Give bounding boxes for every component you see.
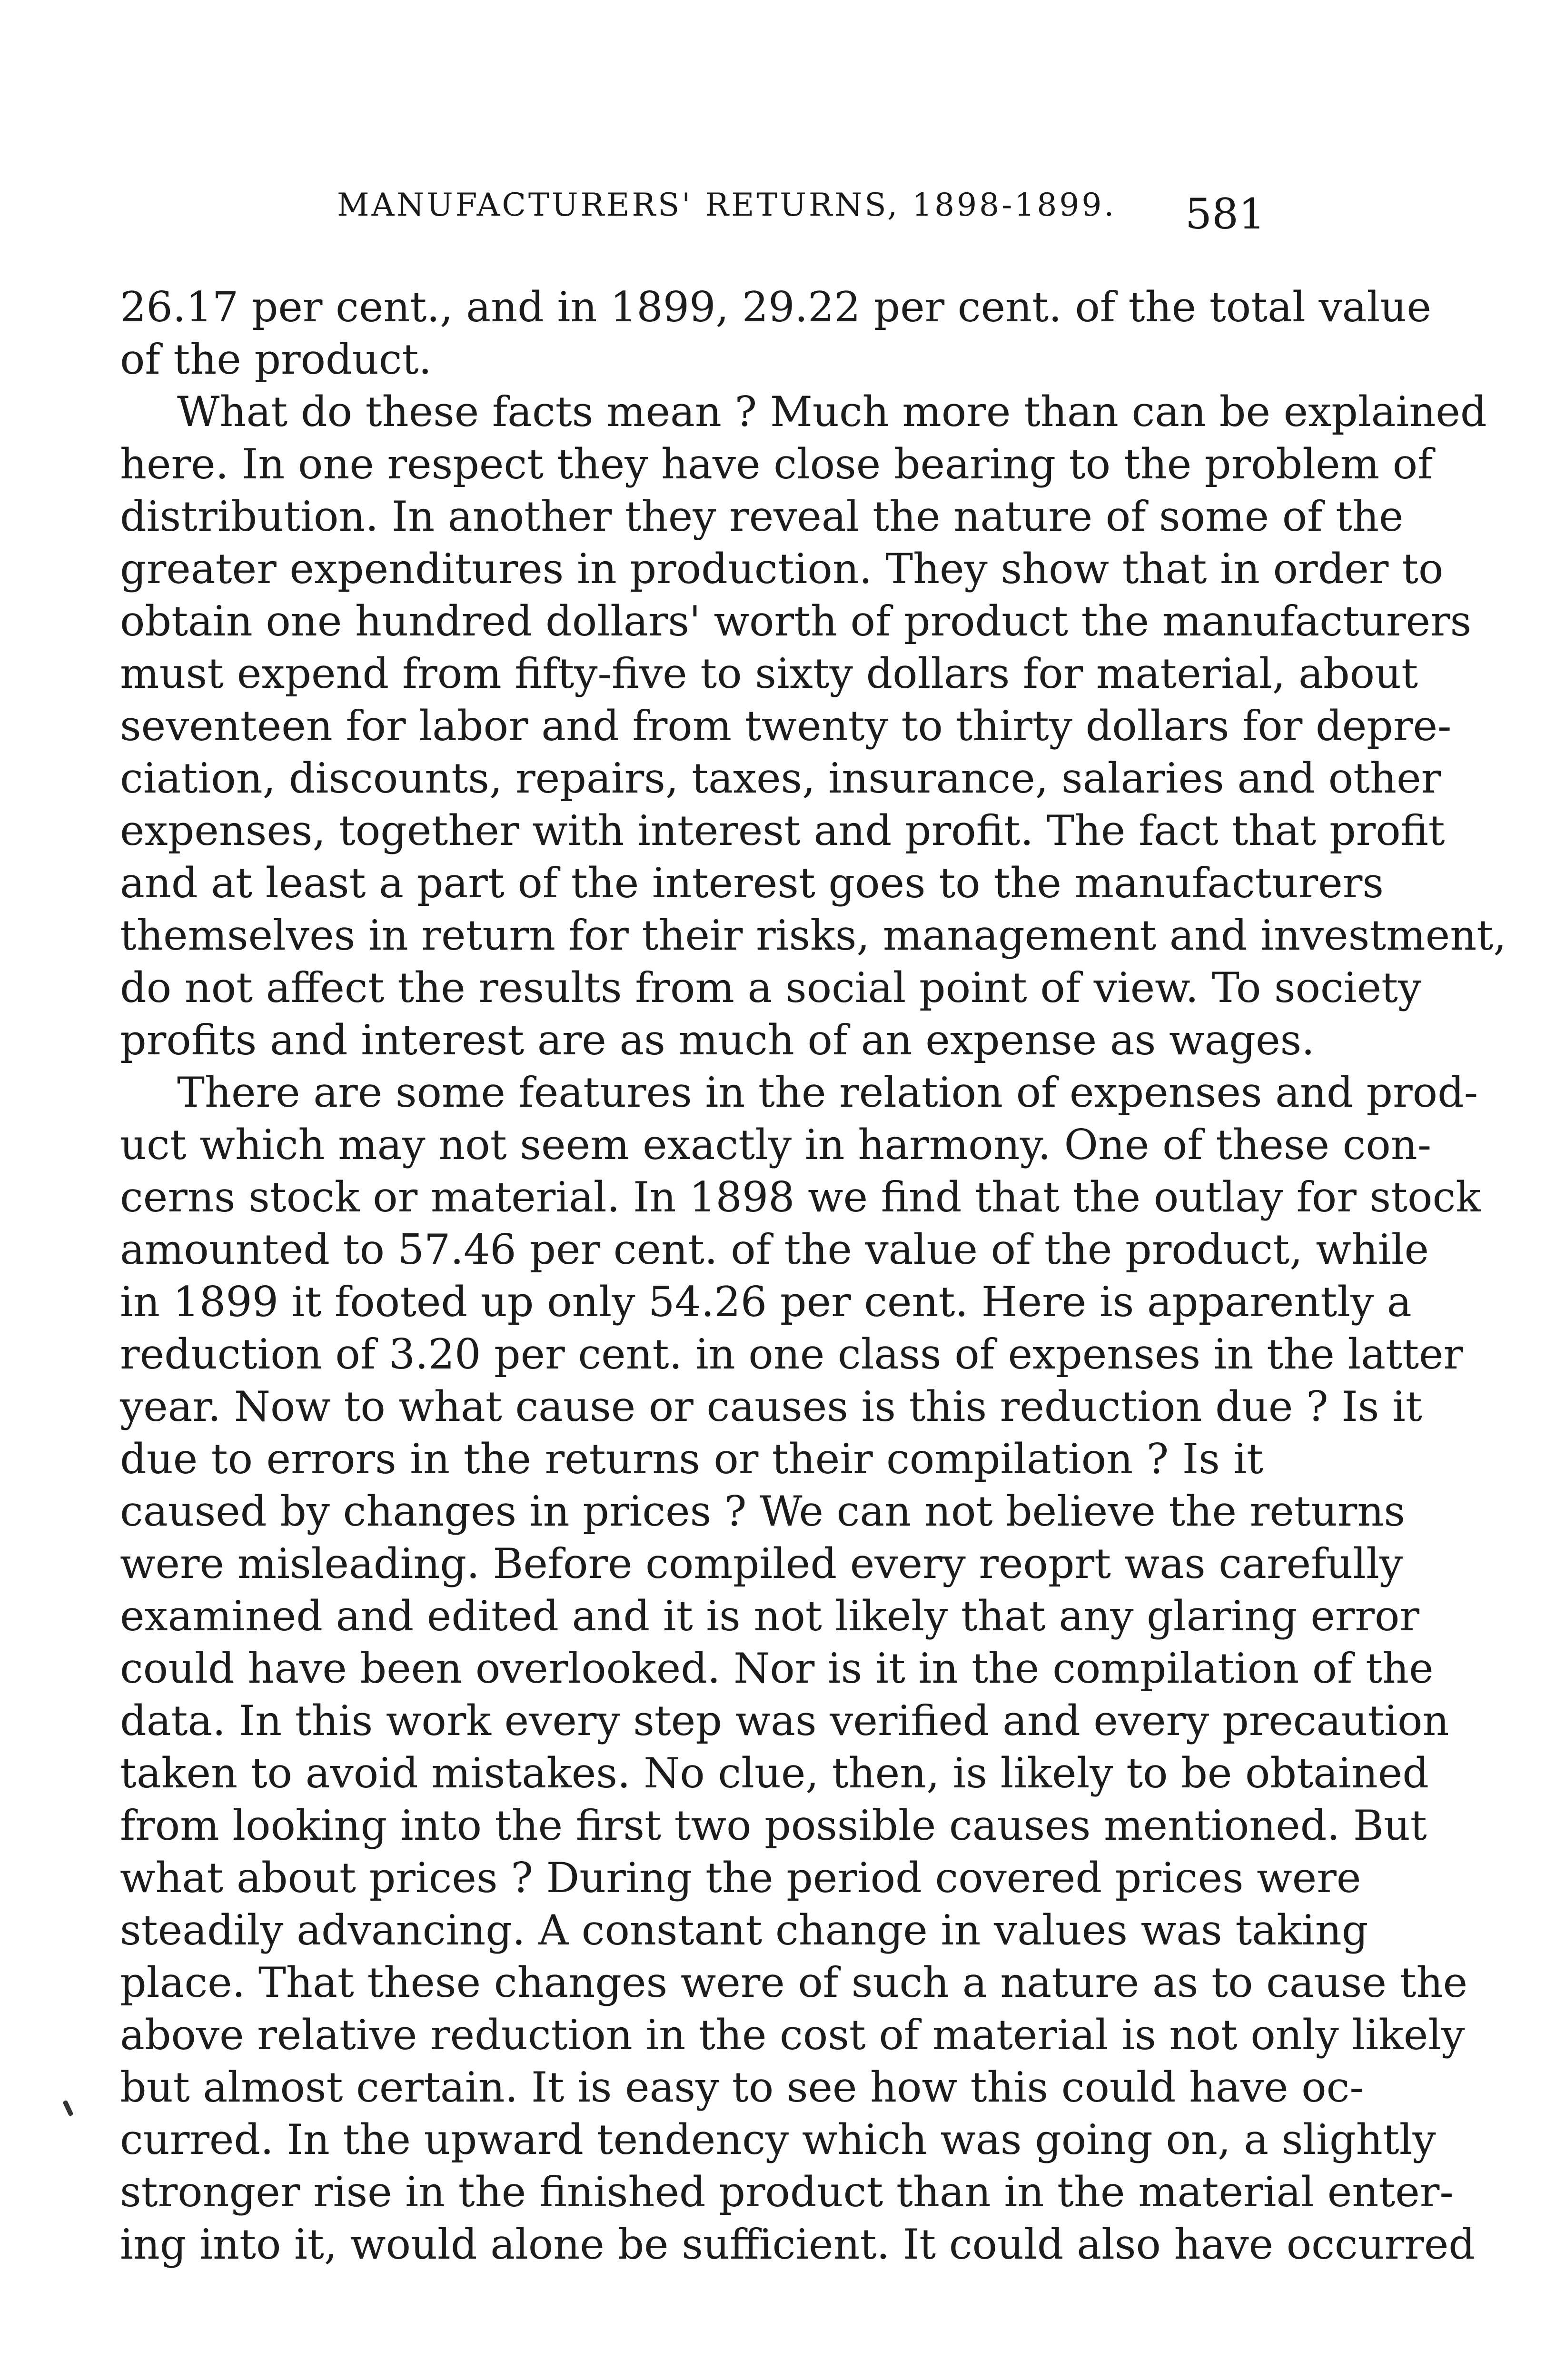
paragraph: [120, 1066, 1481, 2271]
text-line: in 1899 it footed up only 54.26 per cent. Here is apparently a: [120, 1278, 1412, 1326]
text-line: profits and interest are as much of an expense as wages.: [120, 1016, 1315, 1064]
text-line: seventeen for labor and from twenty to thirty dollars for depre-: [120, 702, 1452, 750]
text-line: and at least a part of the interest goes to the manufacturers: [120, 859, 1384, 907]
body-text: [120, 281, 1506, 2271]
text-line: reduction of 3.20 per cent. in one class of expenses in the latter: [120, 1330, 1464, 1378]
text-line: themselves in return for their risks, management and investment,: [120, 911, 1506, 960]
text-line: amounted to 57.46 per cent. of the value of the product, while: [120, 1225, 1429, 1274]
text-line: There are some features in the relation of expenses and prod-: [177, 1068, 1478, 1117]
text-line: but almost certain. It is easy to see how this could have oc-: [120, 2063, 1364, 2112]
text-line: ciation, discounts, repairs, taxes, insurance, salaries and other: [120, 754, 1441, 803]
text-line: steadily advancing. A constant change in values was taking: [120, 1906, 1368, 1954]
text-line: due to errors in the returns or their compilation ? Is it: [120, 1435, 1263, 1483]
text-line: 26.17 per cent., and in 1899, 29.22 per cent. of the total value: [120, 283, 1431, 331]
paragraph: [120, 281, 1431, 386]
paragraph: [120, 386, 1506, 1066]
text-line: do not affect the results from a social point of view. To society: [120, 963, 1422, 1012]
text-line: here. In one respect they have close bearing to the problem of: [120, 440, 1433, 488]
text-line: stronger rise in the finished product than in the material enter-: [120, 2168, 1454, 2216]
text-line: cerns stock or material. In 1898 we find that the outlay for stock: [120, 1173, 1481, 1221]
text-line: ing into it, would alone be sufficient. It could also have occurred: [120, 2220, 1475, 2269]
text-line: What do these facts mean ? Much more than can be explained: [177, 387, 1487, 436]
text-line: taken to avoid mistakes. No clue, then, is likely to be obtained: [120, 1749, 1429, 1797]
text-line: obtain one hundred dollars' worth of product the manufacturers: [120, 597, 1472, 645]
text-line: distribution. In another they reveal the nature of some of the: [120, 492, 1404, 541]
text-line: examined and edited and it is not likely that any glaring error: [120, 1592, 1419, 1640]
text-line: place. That these changes were of such a nature as to cause the: [120, 1958, 1468, 2007]
text-line: were misleading. Before compiled every reoprt was carefully: [120, 1539, 1403, 1588]
text-line: of the product.: [120, 335, 432, 384]
text-line: greater expenditures in production. They show that in order to: [120, 545, 1444, 593]
ink-speck: [62, 2100, 73, 2116]
page-number: 581: [1185, 189, 1265, 238]
text-line: expenses, together with interest and profit. The fact that profit: [120, 806, 1445, 855]
text-line: could have been overlooked. Nor is it in the compilation of the: [120, 1644, 1434, 1693]
text-line: curred. In the upward tendency which was going on, a slightly: [120, 2115, 1436, 2164]
text-line: caused by changes in prices ? We can not believe the returns: [120, 1487, 1406, 1536]
text-line: from looking into the first two possible causes mentioned. But: [120, 1801, 1427, 1850]
text-line: what about prices ? During the period covered prices were: [120, 1854, 1361, 1902]
running-head: MANUFACTURERS' RETURNS, 1898-1899.: [337, 187, 1117, 223]
text-line: uct which may not seem exactly in harmony. One of these con-: [120, 1121, 1432, 1169]
text-line: above relative reduction in the cost of material is not only likely: [120, 2011, 1465, 2059]
text-line: data. In this work every step was verified and every precaution: [120, 1696, 1449, 1745]
text-line: year. Now to what cause or causes is this reduction due ? Is it: [120, 1382, 1422, 1431]
text-line: must expend from fifty-five to sixty dollars for material, about: [120, 649, 1418, 698]
